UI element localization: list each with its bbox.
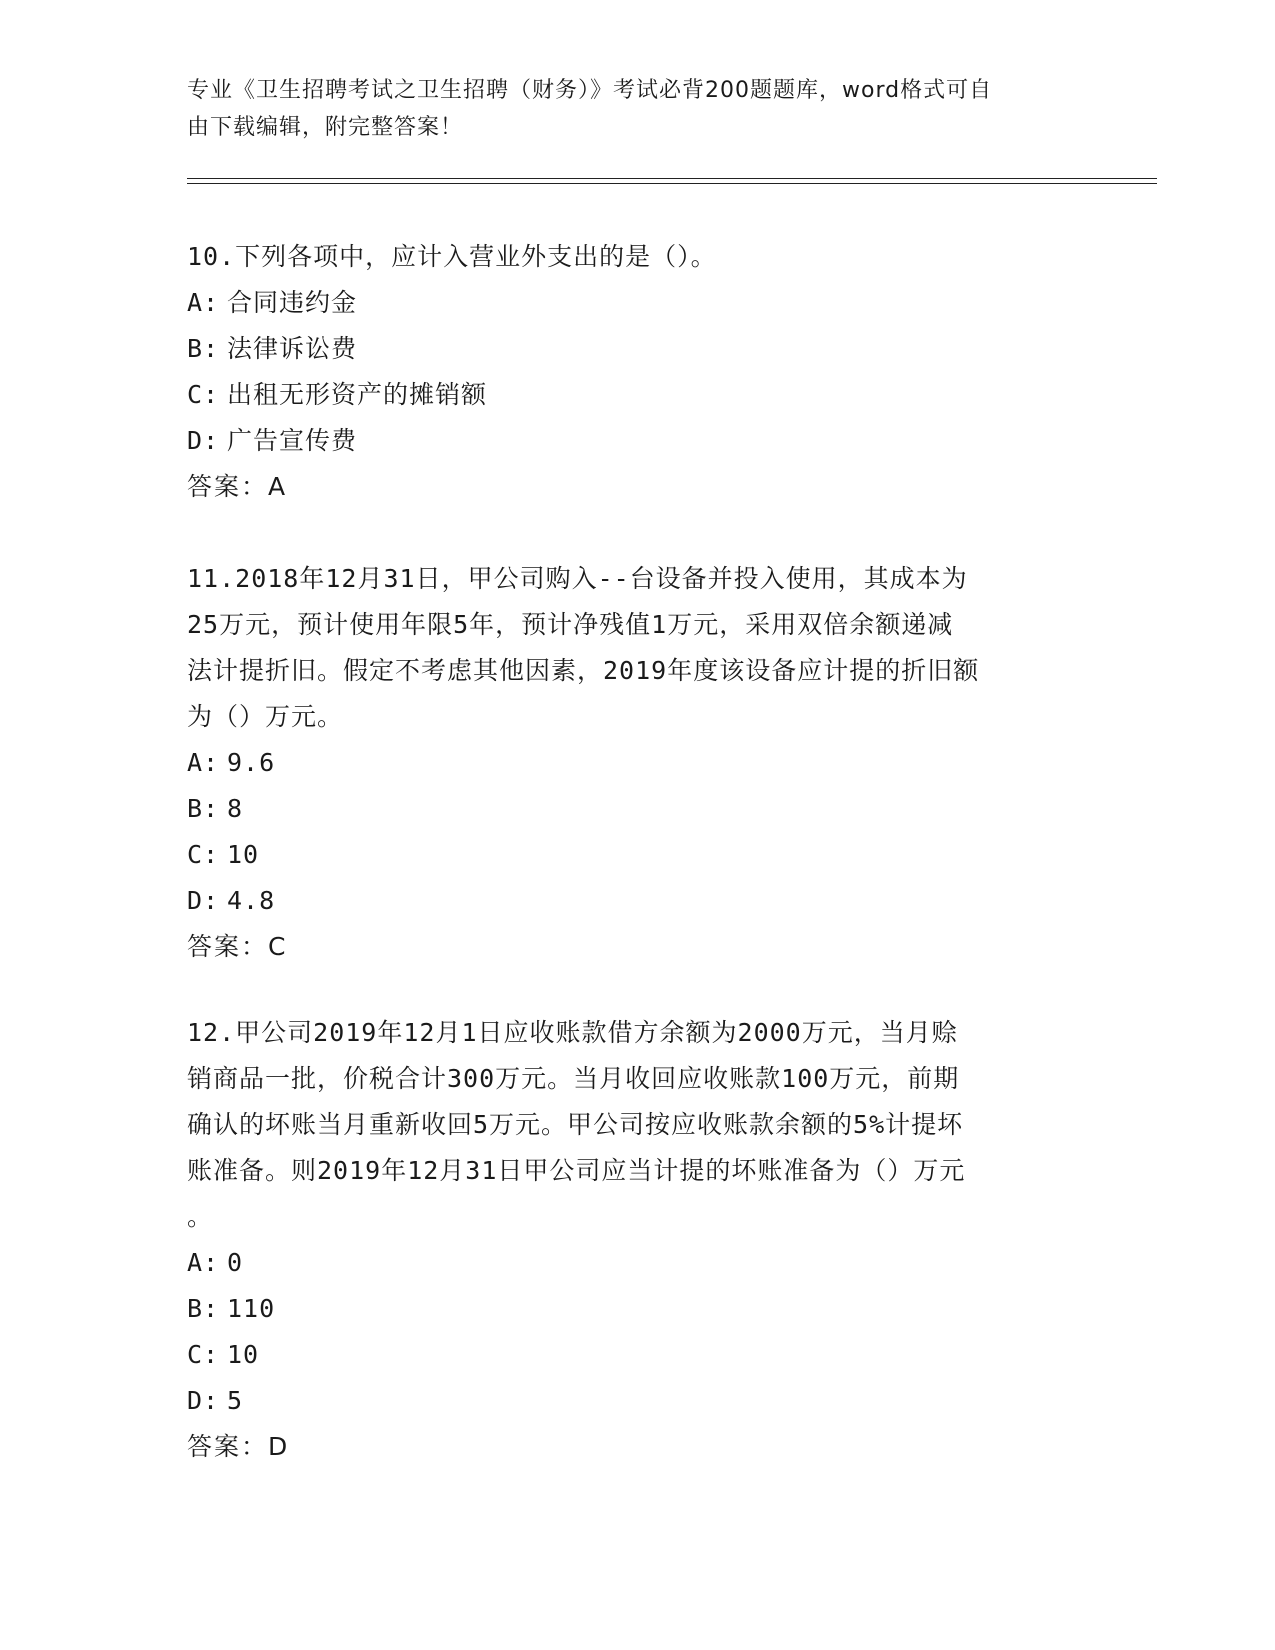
option-a	[187, 1240, 1087, 1286]
document-header	[187, 72, 1067, 146]
question-text: 。	[187, 1202, 214, 1231]
header-divider	[187, 178, 1157, 179]
option-text: 出租无形资产的摊销额	[227, 380, 488, 409]
question-text: 11.2018年12月31日，甲公司购入--台设备并投入使用，其成本为	[187, 564, 968, 593]
option-text: 8	[227, 794, 244, 823]
header-divider	[187, 183, 1157, 184]
option-key: A:	[187, 288, 220, 317]
option-text: 广告宣传费	[227, 426, 358, 455]
header-line: 专业《卫生招聘考试之卫生招聘（财务）》考试必背200题题库，word格式可自	[187, 78, 993, 103]
option-text: 4.8	[227, 886, 276, 915]
option-key: B:	[187, 334, 220, 363]
option-d	[187, 418, 1087, 464]
option-d	[187, 878, 1087, 924]
option-a	[187, 280, 1087, 326]
option-text: 10	[227, 840, 260, 869]
question-text: 为（）万元。	[187, 702, 344, 731]
option-b	[187, 326, 1087, 372]
option-text: 法律诉讼费	[227, 334, 358, 363]
option-text: 合同违约金	[227, 288, 358, 317]
option-key: C:	[187, 1340, 220, 1369]
question-text: 确认的坏账当月重新收回5万元。甲公司按应收账款余额的5%计提坏	[187, 1110, 964, 1139]
option-a	[187, 740, 1087, 786]
option-c	[187, 832, 1087, 878]
option-b	[187, 1286, 1087, 1332]
option-key: D:	[187, 1386, 220, 1415]
question-text: 销商品一批，价税合计300万元。当月收回应收账款100万元，前期	[187, 1064, 960, 1093]
option-key: C:	[187, 840, 220, 869]
option-text: 0	[227, 1248, 244, 1277]
question-text: 法计提折旧。假定不考虑其他因素，2019年度该设备应计提的折旧额	[187, 656, 980, 685]
answer-label: 答案：A	[187, 472, 288, 501]
option-d	[187, 1378, 1087, 1424]
option-b	[187, 786, 1087, 832]
answer-label: 答案：C	[187, 932, 288, 961]
question-11	[187, 556, 1087, 970]
option-text: 110	[227, 1294, 276, 1323]
option-key: B:	[187, 794, 220, 823]
option-c	[187, 1332, 1087, 1378]
option-text: 5	[227, 1386, 244, 1415]
option-text: 10	[227, 1340, 260, 1369]
question-12	[187, 1010, 1087, 1470]
question-text: 账准备。则2019年12月31日甲公司应当计提的坏账准备为（）万元	[187, 1156, 966, 1185]
option-key: A:	[187, 1248, 220, 1277]
answer-label: 答案：D	[187, 1432, 290, 1461]
option-text: 9.6	[227, 748, 276, 777]
option-key: C:	[187, 380, 220, 409]
header-line: 由下载编辑，附完整答案！	[187, 115, 464, 140]
option-key: B:	[187, 1294, 220, 1323]
question-text: 25万元，预计使用年限5年，预计净残值1万元，采用双倍余额递减	[187, 610, 954, 639]
question-10	[187, 234, 1087, 510]
option-key: A:	[187, 748, 220, 777]
option-c	[187, 372, 1087, 418]
option-key: D:	[187, 886, 220, 915]
option-key: D:	[187, 426, 220, 455]
question-text: 12.甲公司2019年12月1日应收账款借方余额为2000万元，当月赊	[187, 1018, 958, 1047]
question-text: 10.下列各项中，应计入营业外支出的是（）。	[187, 242, 717, 271]
